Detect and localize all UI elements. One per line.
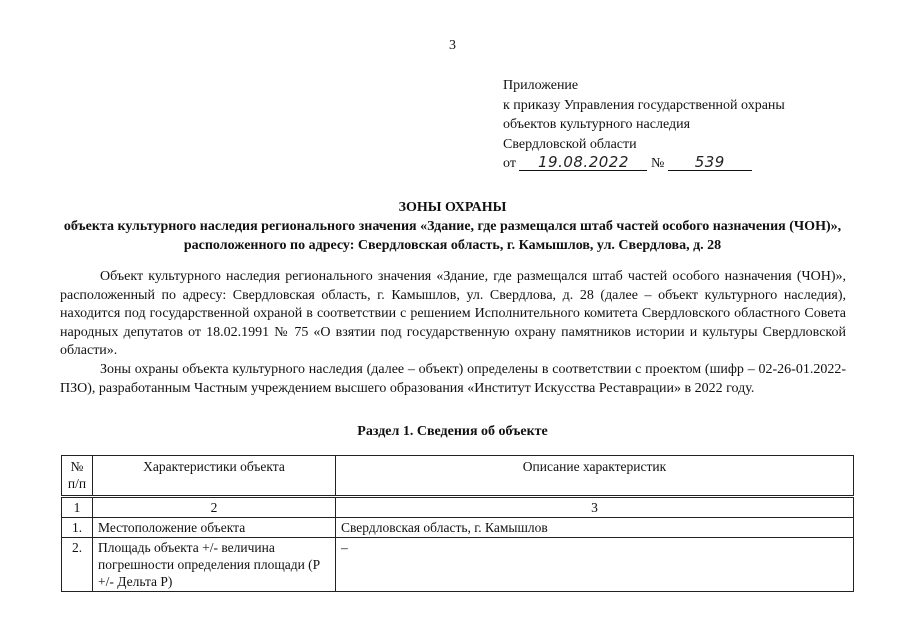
appendix-line: объектов культурного наследия — [503, 117, 691, 132]
description-cell: Свердловская область, г. Камышлов — [336, 518, 854, 538]
characteristic-cell: Площадь объекта +/- величина погрешности определения площади (P +/- Дельта P) — [93, 538, 336, 592]
table-header-row — [62, 456, 854, 497]
table-numbering-row — [62, 497, 854, 518]
header-cell: Характеристики объекта — [93, 456, 336, 497]
table-row — [62, 518, 854, 538]
title-subheading: объекта культурного наследия регионального значения «Здание, где размещался штаб частей особого назначения (ЧОН)», расположенного по адресу: Свердловская область, г. Камышлов, ул. Свердлова, д. 28 — [63, 219, 842, 253]
appendix-block — [503, 76, 785, 174]
paragraph: Объект культурного наследия регионального значения «Здание, где размещался штаб частей особого назначения (ЧОН)», расположенный по адресу: Свердловская область, г. Камышлов, ул. Свердлова, д. 28 (далее – объект культурного наследия), находится под государственной охраной в соответствии с решением Исполнительного комитета Свердловского областного Совета народных депутатов от 18.02.1991 № 75 «О взятии под государственную охрану памятников истории и культуры Свердловской области». — [60, 269, 846, 359]
appendix-line: Приложение — [503, 78, 579, 93]
section-title: Раздел 1. Сведения об объекте — [357, 424, 548, 439]
numbering-cell: 3 — [336, 497, 854, 518]
numbering-cell: 2 — [93, 497, 336, 518]
number-prefix: № — [650, 156, 665, 171]
description-cell: – — [336, 538, 854, 592]
numbering-cell: 1 — [62, 497, 93, 518]
row-number-cell: 1. — [62, 518, 93, 538]
order-number-handwritten: 539 — [668, 154, 752, 171]
paragraph: Зоны охраны объекта культурного наследия (далее – объект) определены в соответствии с проектом (шифр – 02-26-01.2022-ПЗО), разработанным Частным учреждением высшего образования «Институт Искусства Реставрации» в 2022 году. — [60, 361, 846, 396]
page-number: 3 — [449, 38, 456, 53]
appendix-date-line — [503, 154, 785, 174]
body-text — [60, 268, 846, 398]
document-title — [40, 198, 865, 255]
object-info-table — [61, 455, 854, 592]
header-cell: № п/п — [62, 456, 93, 497]
title-heading: ЗОНЫ ОХРАНЫ — [398, 200, 507, 215]
characteristic-cell: Местоположение объекта — [93, 518, 336, 538]
table-row — [62, 538, 854, 592]
appendix-line: к приказу Управления государственной охраны — [503, 97, 785, 113]
date-prefix: от — [503, 156, 516, 171]
header-cell: Описание характеристик — [336, 456, 854, 497]
order-date-handwritten: 19.08.2022 — [519, 154, 647, 171]
appendix-line: Свердловской области — [503, 136, 637, 152]
row-number-cell: 2. — [62, 538, 93, 592]
